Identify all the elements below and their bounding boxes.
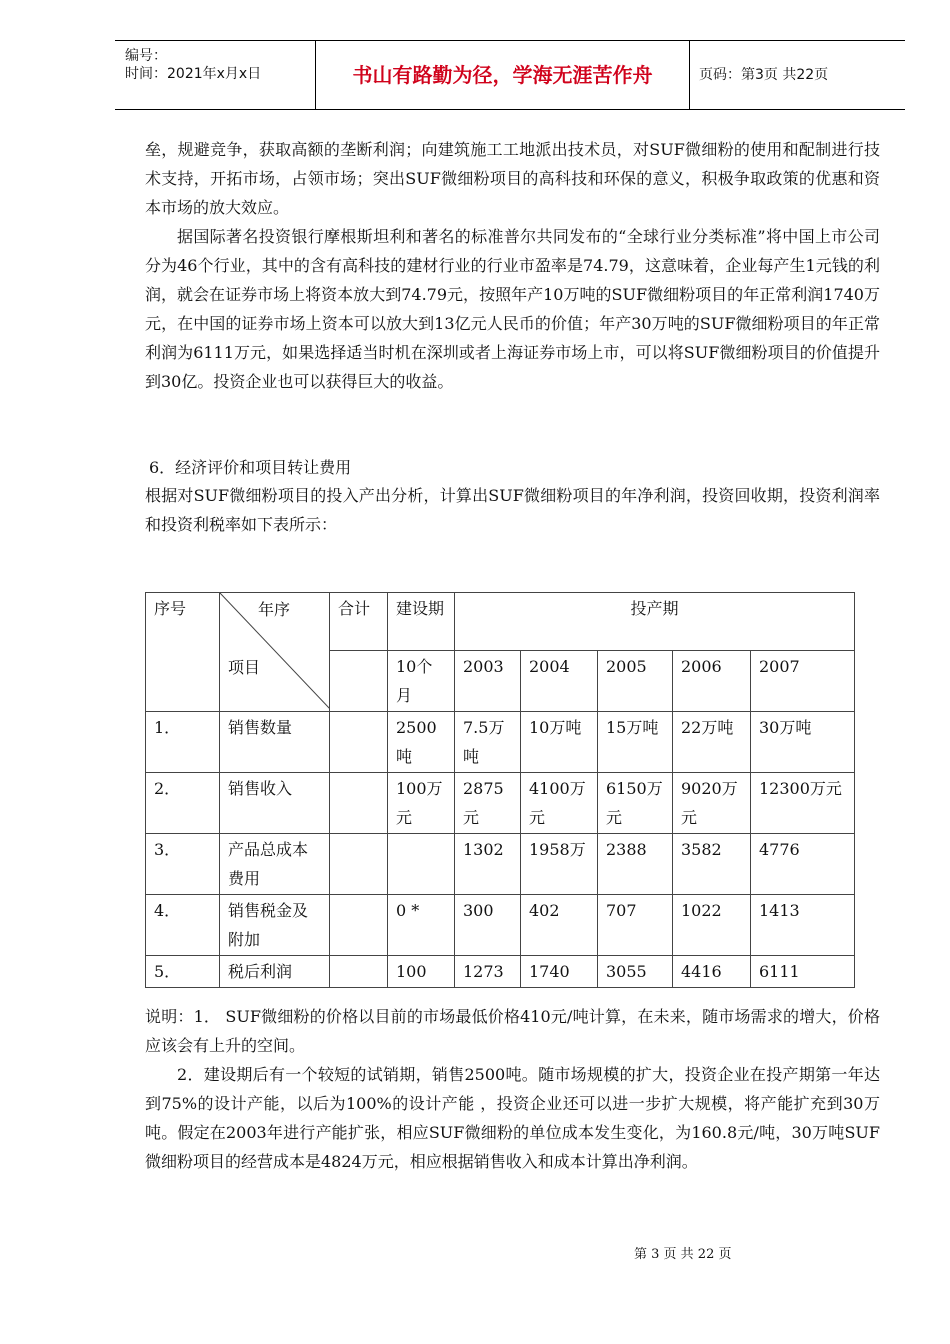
- row-build: 100: [388, 956, 455, 988]
- row-value: 12300万元: [751, 773, 855, 834]
- row-value: 3055: [598, 956, 673, 988]
- row-value: 6150万元: [598, 773, 673, 834]
- note-1: 说明：1． SUF微细粉的价格以目前的市场最低价格410元/吨计算，在未来，随市场需求的增大，价格应该会有上升的空间。: [145, 1007, 880, 1055]
- row-seq: 5．: [146, 956, 220, 988]
- number-label: 编号：: [125, 48, 167, 64]
- row-item: 产品总成本费用: [220, 834, 330, 895]
- row-value: 1302: [455, 834, 521, 895]
- row-build: 0 *: [388, 895, 455, 956]
- header-build: 建设期: [388, 593, 455, 651]
- table-row: [146, 956, 855, 988]
- header-production: 投产期: [455, 593, 855, 651]
- row-value: 300: [455, 895, 521, 956]
- row-value: 7.5万吨: [455, 712, 521, 773]
- row-value: 1413: [751, 895, 855, 956]
- page-footer: 第 3 页 共 22 页: [634, 1247, 732, 1262]
- table-row: [146, 712, 855, 773]
- page-header: [115, 40, 905, 110]
- row-value: 30万吨: [751, 712, 855, 773]
- header-seq: 序号: [146, 593, 220, 712]
- row-seq: 2．: [146, 773, 220, 834]
- row-total: [330, 712, 388, 773]
- header-meta: [115, 41, 316, 109]
- row-value: 402: [521, 895, 598, 956]
- header-year: 年序: [258, 600, 291, 619]
- row-value: 1273: [455, 956, 521, 988]
- row-value: 3582: [673, 834, 751, 895]
- year-cell: 2007: [751, 651, 855, 712]
- table-row: [146, 773, 855, 834]
- row-total: [330, 956, 388, 988]
- time-label: 时间：2021年x月x日: [125, 66, 262, 82]
- row-build: 100万元: [388, 773, 455, 834]
- paragraph-2: 据国际著名投资银行摩根斯坦利和著名的标准普尔共同发布的“全球行业分类标准”将中国上市公司分为46个行业，其中的含有高科技的建材行业的行业市盈率是74.79，这意味着，企业每产生1元钱的利润，就会在证券市场上将资本放大到74.79元，按照年产10万吨的SUF微细粉项目的年正常利润1740万元，在中国的证券市场上资本可以放大到13亿元人民币的价值；年产30万吨的SUF微细粉项目的年正常利润为6111万元，如果选择适当时机在深圳或者上海证券市场上市，可以将SUF微细粉项目的价值提升到30亿。投资企业也可以获得巨大的收益。: [145, 227, 880, 391]
- section-6-text: 根据对SUF微细粉项目的投入产出分析，计算出SUF微细粉项目的年净利润，投资回收期，投资利润率和投资利税率如下表所示：: [145, 486, 880, 534]
- header-total-blank: [330, 651, 388, 712]
- row-item: 销售收入: [220, 773, 330, 834]
- row-value: 9020万元: [673, 773, 751, 834]
- row-item: 税后利润: [220, 956, 330, 988]
- paragraph-1: 垒，规避竞争，获取高额的垄断利润；向建筑施工工地派出技术员，对SUF微细粉的使用和配制进行技术支持，开拓市场，占领市场；突出SUF微细粉项目的高科技和环保的意义，积极争取政策的优惠和资本市场的放大效应。: [145, 140, 880, 217]
- row-value: 4416: [673, 956, 751, 988]
- row-value: 1022: [673, 895, 751, 956]
- row-build: 2500吨: [388, 712, 455, 773]
- row-value: 1740: [521, 956, 598, 988]
- header-10months: 10个月: [388, 651, 455, 712]
- row-total: [330, 773, 388, 834]
- header-diagonal-cell: [220, 593, 330, 712]
- row-total: [330, 895, 388, 956]
- year-cell: 2003: [455, 651, 521, 712]
- row-total: [330, 834, 388, 895]
- row-value: 707: [598, 895, 673, 956]
- header-item: 项目: [228, 658, 261, 677]
- note-2: 2．建设期后有一个较短的试销期，销售2500吨。随市场规模的扩大，投资企业在投产期第一年达到75%的设计产能，以后为100%的设计产能 ，投资企业还可以进一步扩大规模，将产能扩充到30万吨。假定在2003年进行产能扩张，相应SUF微细粉的单位成本发生变化，为160.8元/吨，30万吨SUF微细粉项目的经营成本是4824万元，相应根据销售收入和成本计算出净利润。: [145, 1065, 880, 1171]
- row-seq: 1．: [146, 712, 220, 773]
- row-item: 销售税金及附加: [220, 895, 330, 956]
- header-total: 合计: [330, 593, 388, 651]
- row-value: 4100万元: [521, 773, 598, 834]
- row-item: 销售数量: [220, 712, 330, 773]
- header-motto: 书山有路勤为径，学海无涯苦作舟: [316, 41, 690, 109]
- row-value: 2388: [598, 834, 673, 895]
- row-value: 2875元: [455, 773, 521, 834]
- row-value: 15万吨: [598, 712, 673, 773]
- row-value: 1958万: [521, 834, 598, 895]
- row-value: 10万吨: [521, 712, 598, 773]
- row-build: [388, 834, 455, 895]
- row-value: 4776: [751, 834, 855, 895]
- row-seq: 4．: [146, 895, 220, 956]
- row-value: 22万吨: [673, 712, 751, 773]
- year-cell: 2004: [521, 651, 598, 712]
- table-row: [146, 895, 855, 956]
- section-6-title: 6．经济评价和项目转让费用: [149, 458, 352, 477]
- financial-table: [145, 592, 855, 988]
- row-value: 6111: [751, 956, 855, 988]
- header-page-info: 页码：第3页 共22页: [699, 67, 829, 83]
- year-cell: 2006: [673, 651, 751, 712]
- year-cell: 2005: [598, 651, 673, 712]
- row-seq: 3．: [146, 834, 220, 895]
- table-row: [146, 834, 855, 895]
